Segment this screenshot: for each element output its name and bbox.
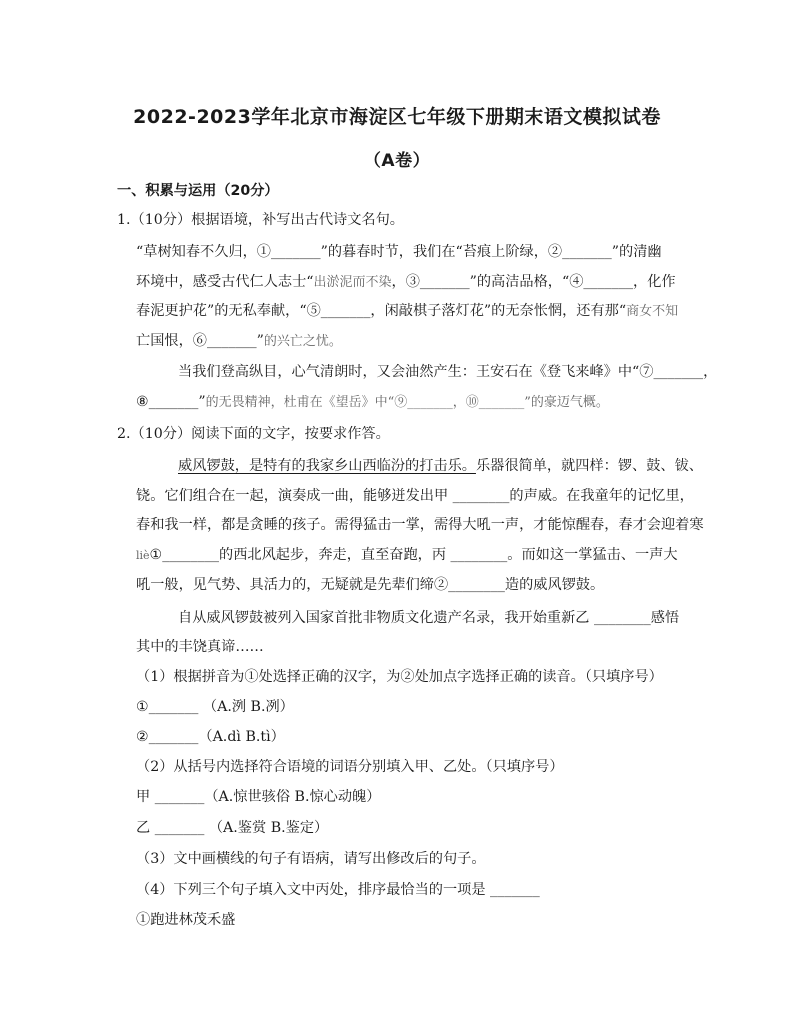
q1-line-6: ⑧_______”的无畏精神，杜甫在《望岳》中“⑨_______，⑩_______”的豪迈气概。 bbox=[136, 394, 609, 410]
q2-para-line-6: 自从威风锣鼓被列入国家首批非物质文化遗产名录，我开始重新乙 ________感悟 bbox=[178, 610, 680, 626]
sub-question-2-option-a: 甲 _______（A.惊世骇俗 B.惊心动魄） bbox=[136, 789, 381, 805]
q1-line-2: 环境中，感受古代仁人志士“出淤泥而不染，③_______”的高洁品格，“④_______，化作 bbox=[136, 274, 676, 290]
sub-question-1: （1）根据拼音为①处选择正确的汉字，为②处加点字选择正确的读音。（只填序号） bbox=[136, 669, 663, 685]
sub-question-1-option-a: ①_______ （A.洌 B.冽） bbox=[136, 699, 294, 715]
q2-para-line-5: 吼一般，见气势、具活力的，无疑就是先辈们缔②________造的威风锣鼓。 bbox=[136, 577, 605, 593]
question-1-head: 1.（10分）根据语境，补写出古代诗文名句。 bbox=[117, 212, 404, 228]
q1-line-5: 当我们登高纵目，心气清朗时，又会油然产生：王安石在《登飞来峰》中“⑦_______， bbox=[178, 364, 718, 380]
q1-line-4: 亡国恨，⑥_______”的兴亡之忧。 bbox=[136, 333, 342, 349]
q2-para-line-3: 春和我一样，都是贪睡的孩子。需得猛击一掌，需得大吼一声，才能惊醒春，春才会迎着寒 bbox=[136, 517, 704, 533]
q1-line-1: “草树知春不久归，①_______”的暮春时节，我们在“苔痕上阶绿，②_______”的清幽 bbox=[136, 244, 662, 260]
q2-para-line-4: liè①________的西北风起步，奔走，直至奋跑，丙 ________。而如这一掌猛击、一声大 bbox=[136, 547, 678, 563]
q2-para-line-7: 其中的丰饶真谛…… bbox=[136, 639, 264, 655]
sub-question-4-item-1: ①跑进林茂禾盛 bbox=[136, 912, 236, 928]
exam-subtitle: （A卷） bbox=[363, 151, 431, 171]
pinyin: liè bbox=[136, 549, 150, 562]
q1-line-3: 春泥更护花”的无私奉献，“⑤_______，闲敲棋子落灯花”的无奈怅惘，还有那“商女不知 bbox=[136, 303, 679, 319]
sub-question-2: （2）从括号内选择符合语境的词语分别填入甲、乙处。（只填序号） bbox=[136, 759, 564, 775]
question-2-head: 2.（10分）阅读下面的文字，按要求作答。 bbox=[117, 426, 390, 442]
section-heading: 一、积累与运用（20分） bbox=[117, 183, 279, 199]
sub-question-4: （4）下列三个句子填入文中丙处，排序最恰当的一项是 _______ bbox=[136, 882, 540, 898]
q2-para-line-2: 铙。它们组合在一起，演奏成一曲，能够迸发出甲 ________的声威。在我童年的记忆里， bbox=[136, 488, 694, 504]
sub-question-3: （3）文中画横线的句子有语病，请写出修改后的句子。 bbox=[136, 851, 486, 867]
sub-question-2-option-b: 乙 _______ （A.鉴赏 B.鉴定） bbox=[136, 820, 329, 836]
q2-para-line-1: 威风锣鼓，是特有的我家乡山西临汾的打击乐。乐器很简单，就四样：锣、鼓、钹、 bbox=[178, 458, 703, 474]
exam-title: 2022-2023学年北京市海淀区七年级下册期末语文模拟试卷 bbox=[133, 106, 661, 128]
underlined-sentence: 威风锣鼓，是特有的我家乡山西临汾的打击乐。 bbox=[178, 458, 476, 474]
sub-question-1-option-b: ②_______（A.dì B.tì） bbox=[136, 729, 285, 745]
